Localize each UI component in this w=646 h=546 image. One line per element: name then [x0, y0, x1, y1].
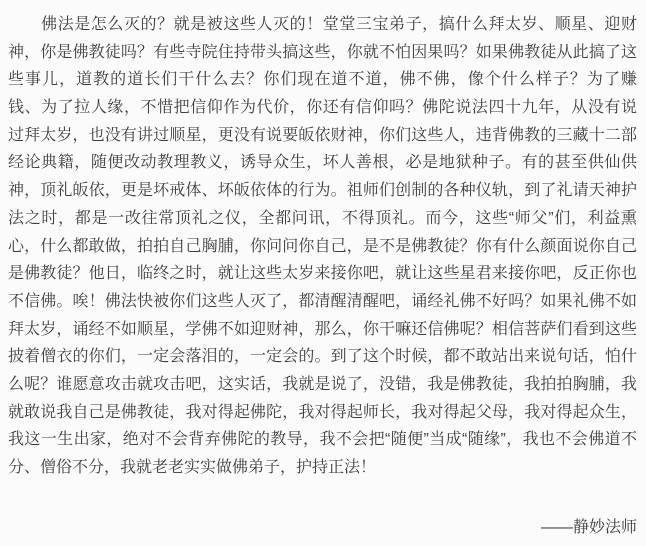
paragraph-line: 经论典籍，随便改动教理教义，诱导众生，坏人善根，必是地狱种子。有的甚至供仙供 — [8, 154, 637, 172]
paragraph-line: 神，你是佛教徒吗？有些寺院住持带头搞这些，你就不怕因果吗？如果佛教徒从此搞了这 — [8, 43, 637, 61]
paragraph-line: 分、僧俗不分，我就老老实实做佛弟子，护持正法！ — [8, 459, 377, 476]
paragraph-line: 神，顶礼皈依，更是坏戒体、坏皈依体的行为。祖师们创制的各种仪轨，到了礼请天神护 — [8, 182, 637, 200]
paragraph-line: 些事儿，道教的道长们干什么去？你们现在道不道，佛不佛，像个什么样子？为了赚 — [8, 71, 637, 89]
paragraph-line: 心，什么都敢做，拍拍自己胸脯，你问问你自己，是不是佛教徒？你有什么颜面说你自己 — [8, 237, 637, 255]
paragraph-line: 不信佛。唉！佛法快被你们这些人灭了，都清醒清醒吧，诵经礼佛不好吗？如果礼佛不如 — [8, 292, 637, 310]
paragraph-line: 么呢？谁愿意攻击就攻击吧，这实话，我就是说了，没错，我是佛教徒，我拍拍胸脯，我 — [8, 375, 637, 393]
paragraph-line: 是佛教徒？他日，临终之时，就让这些太岁来接你吧，就让这些星君来接你吧，反正你也 — [8, 265, 637, 283]
paragraph-line: 就敢说我自己是佛教徒，我对得起佛陀，我对得起师长，我对得起父母，我对得起众生， — [8, 403, 637, 421]
paragraph — [8, 11, 637, 482]
paragraph-line: 过拜太岁，也没有讲过顺星，更没有说要皈依财神，你们这些人，违背佛教的三藏十二部 — [8, 126, 637, 144]
paragraph-line: 佛法是怎么灭的？就是被这些人灭的！堂堂三宝弟子，搞什么拜太岁、顺星、迎财 — [8, 16, 637, 33]
author-signature: ——静妙法师 — [540, 518, 637, 536]
paragraph-line: 我这一生出家，绝对不会背弃佛陀的教导，我不会把“随便”当成“随缘”，我也不会佛道不 — [8, 431, 637, 449]
paragraph-line: 拜太岁，诵经不如顺星，学佛不如迎财神，那么，你干嘛还信佛呢？相信菩萨们看到这些 — [8, 320, 637, 338]
paragraph-line: 钱、为了拉人缘，不惜把信仰作为代价，你还有信仰吗？佛陀说法四十九年，从没有说 — [8, 99, 637, 117]
paragraph-line: 披着僧衣的你们，一定会落泪的，一定会的。到了这个时候，都不敢站出来说句话，怕什 — [8, 348, 637, 366]
paragraph-line: 法之时，都是一改往常顶礼之仪，全都问讯，不得顶礼。而今，这些“师父”们，利益熏 — [8, 209, 637, 227]
